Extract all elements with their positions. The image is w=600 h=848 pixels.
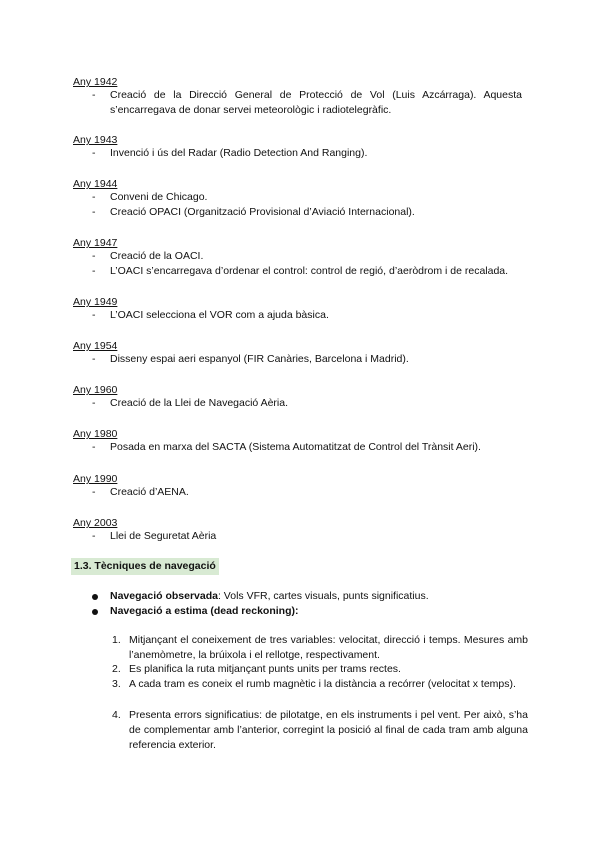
year-heading: Any 1943 [73,134,118,146]
dash-bullet: - [92,147,96,159]
item-text: L’OACI selecciona el VOR com a ajuda bàsica. [110,309,329,321]
item-text: Creació d’AENA. [110,486,189,498]
numbered-item [112,662,528,677]
bullet-item [92,604,298,619]
list-item [92,396,522,411]
section-heading: 1.3. Tècniques de navegació [71,558,219,575]
bullet-dot-icon [92,594,98,600]
bullet-bold-term: Navegació a estima (dead reckoning): [110,605,299,617]
year-heading: Any 1990 [73,473,118,485]
year-heading: Any 2003 [73,517,118,529]
item-text: Posada en marxa del SACTA (Sistema Automatitzat de Control del Trànsit Aeri). [110,441,481,453]
list-item [92,146,522,161]
dash-bullet: - [92,530,96,542]
bullet-bold-term: Navegació observada [110,590,218,602]
item-text: Creació de la Direcció General de Protecció de Vol (Luis Azcárraga). Aquesta s’encarregava de donar servei meteorològic i radiotelegràfic. [110,89,522,116]
item-text: Invenció i ús del Radar (Radio Detection And Ranging). [110,147,368,159]
item-text: Creació de la Llei de Navegació Aèria. [110,397,289,409]
list-item [92,88,522,118]
bullet-rest: : Vols VFR, cartes visuals, punts significatius. [217,590,429,602]
list-item [92,440,522,455]
dash-bullet: - [92,250,96,262]
item-text: Conveni de Chicago. [110,191,208,203]
bullet-item [92,589,429,604]
item-text: Disseny espai aeri espanyol (FIR Canàries, Barcelona i Madrid). [110,353,409,365]
item-number: 1. [112,634,121,646]
list-item [92,249,522,264]
item-text: Creació de la OACI. [110,250,204,262]
year-heading: Any 1944 [73,178,118,190]
item-number: 3. [112,678,121,690]
item-number: 2. [112,663,121,675]
dash-bullet: - [92,191,96,203]
dash-bullet: - [92,206,96,218]
list-item [92,352,522,367]
numbered-item [112,708,528,753]
dash-bullet: - [92,89,96,101]
numbered-item [112,677,528,692]
dash-bullet: - [92,309,96,321]
bullet-text [110,604,298,619]
bullet-text [110,589,429,604]
dash-bullet: - [92,441,96,453]
item-text: Creació OPACI (Organització Provisional d’Aviació Internacional). [110,206,415,218]
dash-bullet: - [92,353,96,365]
dash-bullet: - [92,486,96,498]
year-heading: Any 1949 [73,296,118,308]
numbered-text: Mitjançant el coneixement de tres variables: velocitat, direcció i temps. Mesures amb l’anemòmetre, la brúixola i el rellotge, respectivament. [129,634,528,661]
item-text: Llei de Seguretat Aèria [110,530,217,542]
bullet-dot-icon [92,609,98,615]
year-heading: Any 1954 [73,340,118,352]
list-item [92,485,522,500]
numbered-item [112,633,528,663]
year-heading: Any 1980 [73,428,118,440]
list-item [92,190,522,205]
year-heading: Any 1942 [73,76,118,88]
year-heading: Any 1960 [73,384,118,396]
numbered-text: Presenta errors significatius: de pilotatge, en els instruments i pel vent. Per això, s’ha de complementar amb l’anterior, corregint la posició al final de cada tram amb alguna referencia exterior. [129,709,528,751]
numbered-text: A cada tram es coneix el rumb magnètic i la distància a recórrer (velocitat x temps). [129,678,516,690]
item-text: L’OACI s’encarregava d’ordenar el control: control de regió, d’aeròdrom i de recalada. [110,265,509,277]
list-item [92,264,522,279]
year-heading: Any 1947 [73,237,118,249]
list-item [92,529,522,544]
dash-bullet: - [92,397,96,409]
item-number: 4. [112,709,121,721]
list-item [92,308,522,323]
list-item [92,205,522,220]
numbered-text: Es planifica la ruta mitjançant punts units per trams rectes. [129,663,401,675]
dash-bullet: - [92,265,96,277]
